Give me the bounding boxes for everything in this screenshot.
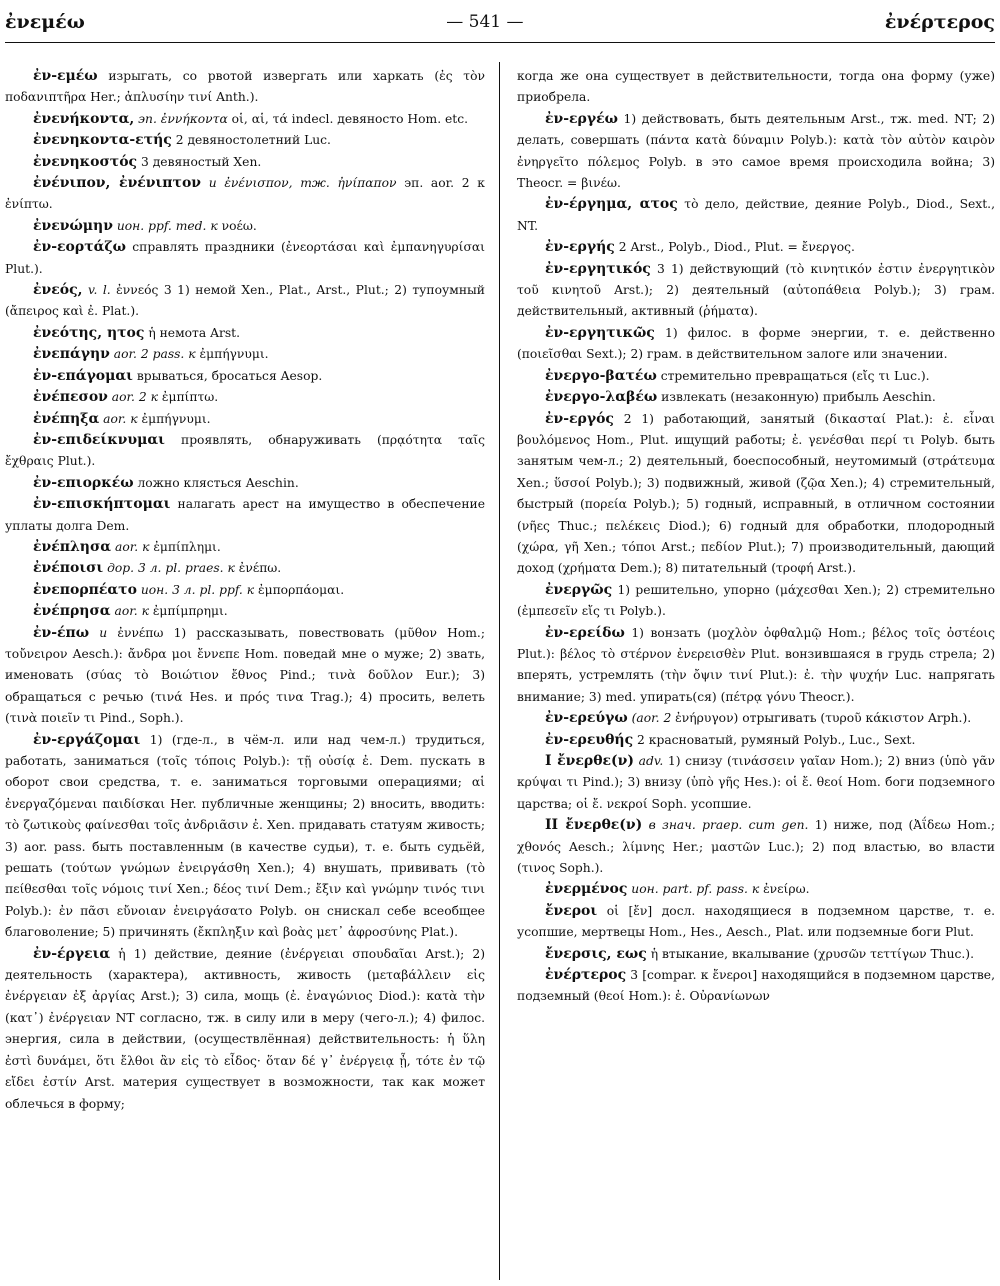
entry-grammar: и ἐνένισπον, тж. ἠνίπαπον — [201, 176, 397, 191]
entry-definition: ἡ немота Arst. — [144, 325, 240, 340]
entry-definition: ἐμπήγνυμι. — [137, 411, 211, 426]
entry-headword: ἐνενηκοντα-ετής — [33, 132, 172, 149]
entry-grammar: v. l. — [82, 283, 111, 298]
dictionary-entry — [5, 494, 485, 537]
dictionary-entry — [5, 130, 485, 151]
entry-grammar: aor. 2 pass. к — [109, 347, 196, 362]
entry-definition: врываться, бросаться Aesop. — [132, 368, 323, 383]
entry-grammar: и — [89, 625, 108, 640]
entry-headword: ἐνέπρησα — [33, 603, 111, 620]
entry-definition: 2 1) работающий, занятый (δικασταί Plat.): ἐ. εἶναι βουλόμενος Hom., Plut. ищущий работы; ἐ. γενέσθαι περί τι Polyb. быть занятым чем-л.; 2) деятельный, боеспособный, неутомимый (στράτευμα Xen.; ὕσσοί Polyb.); 3) подвижный, живой (ζῷα Xen.); 4) стремительный, быстрый (πορεία Polyb.); 5) годный, исправный, в отличном состоянии (νῆες Thuc.; πελέκεις Diod.); 6) годный для обработки, плодородный (χώρα, γῆ Xen.; τόποι Arst.; πεδίον Plut.); 7) производительный, дающий доход (χρήματα Dem.); 8) питательный (τροφή Arst.). — [517, 411, 995, 576]
dictionary-entry — [517, 409, 995, 580]
entry-headword: ἔνερσις, εως — [545, 945, 647, 962]
entry-definition: 3 1) действующий (τὸ κινητικόν ἐστιν ἐνεργητικὸν τοῦ κινητοῦ Arst.); 2) деятельный (αὐτοπάθεια Polyb.); 3) грам. действительный, активный (ῥήματα). — [517, 261, 995, 319]
dictionary-entry — [5, 152, 485, 173]
entry-definition: 1) действовать, быть деятельным Arst., тж. med. NT; 2) делать, совершать (πάντα κατὰ δύναμιν Polyb.): κατὰ τὸν αὐτὸν καιρὸν ἐνηργεῖτο πόλεμος Polyb. в это самое время происходила война; 3) Theocr. = βινέω. — [517, 111, 995, 191]
dictionary-entry — [517, 259, 995, 323]
entry-headword: ἐνεός, — [33, 282, 83, 299]
entry-headword: ἐνεότης, ητος — [33, 324, 145, 341]
dictionary-entry — [517, 901, 995, 944]
entry-headword: ἐν-έργεια — [33, 945, 111, 962]
entry-definition: 2 красноватый, румяный Polyb., Luc., Sext. — [633, 732, 916, 747]
entry-definition: 3 [compar. к ἔνεροι] находящийся в подземном царстве, подземный (θεοί Hom.): ἐ. Οὐρανίωνων — [517, 968, 995, 1004]
entry-headword: ἐν-ερεύγω — [545, 710, 628, 727]
entry-headword: ἐνενηκοστός — [33, 153, 138, 170]
dictionary-entry — [517, 708, 995, 729]
entry-definition: извлекать (незаконную) прибыль Aeschin. — [657, 390, 936, 405]
dictionary-entry — [5, 409, 485, 430]
entry-headword: ἐνεργῶς — [545, 581, 613, 598]
dictionary-entry — [5, 537, 485, 558]
entry-definition: ἐννέπω 1) рассказывать, повествовать (μῦθον Hom.; τοὔνειρον Aesch.): ἄνδρα μοι ἔννεπε Hom. поведай мне о муже; 2) звать, именовать (σύας τὸ Βοιώτιον ἔθνος Pind.; τινὰ δοῦλον Eur.); 3) обращаться с речью (τινά Hes. и πρός τινα Trag.); 4) просить, велеть (τινὰ ποιεῖν τι Pind., Soph.). — [5, 625, 485, 726]
entry-definition: справлять праздники (ἐνεορτάσαι καὶ ἐμπανηγυρίσαι Plut.). — [5, 240, 485, 276]
entry-headword: ἐνεπορπέατο — [33, 581, 137, 598]
dictionary-entry — [5, 580, 485, 601]
entry-headword: ἐνενήκοντα, — [33, 110, 135, 127]
dictionary-entry — [517, 194, 995, 237]
dictionary-entry — [5, 323, 485, 344]
dictionary-entry — [5, 944, 485, 1115]
entry-grammar: aor. 2 к — [107, 390, 158, 405]
dictionary-entry — [5, 558, 485, 579]
entry-definition: ἐννεός 3 1) немой Xen., Plat., Arst., Plut.; 2) тупоумный (ἄπειρος καὶ ἐ. Plat.). — [5, 283, 485, 319]
entry-headword: ἐνέπεσον — [33, 389, 108, 406]
entry-headword: ἐν-εργής — [545, 239, 615, 256]
dictionary-entry — [517, 815, 995, 879]
entry-definition: ἡ втыкание, вкалывание (χρυσῶν τεττίγων Thuc.). — [646, 946, 975, 961]
entry-headword: ἐνέρτερος — [545, 967, 627, 984]
dictionary-entry — [517, 66, 995, 109]
entry-definition: 1) вонзать (μοχλὸν ὀφθαλμῷ Hom.; βέλος τοῖς ὀστέοις Plut.): βέλος τὸ στέρνον ἐνερεισθὲν Plut. вонзившаяся в грудь стрела; 2) вперять, устремлять (τὴν ὄψιν τινί Plut.): ἐ. τὴν ψυχήν Luc. напрягать внимание; 3) med. упирать(ся) (πέτρᾳ γόνυ Theocr.). — [517, 625, 995, 704]
dictionary-entry — [517, 944, 995, 965]
entry-grammar: ион. part. pf. pass. к — [627, 882, 760, 897]
entry-headword: ἐν-εργάζομαι — [33, 731, 141, 748]
entry-definition: 1) (где-л., в чём-л. или над чем-л.) трудиться, работать, заниматься (τοῖς τόποις Polyb.): τῇ οὐσίᾳ ἐ. Dem. пускать в оборот свои средства, т. е. заниматься торговыми операциями; αἱ ἐνεργαζόμεναι παιδίσκαι Her. публичные женщины; 2) вносить, вводить: τὸ ζωτικοὺς φαίνεσθαι τοῖς ἀνδριᾶσιν ἐ. Xen. придавать статуям живость; 3) aor. pass. быть поставленным (в качестве судьи), т. е. быть судьёй, решать (τούτων γνώμων ἐνειργάσθη Xen.); 4) внушать, прививать (τὸ πείθεσθαι τοῖς νόμοις τινί Xen.; δέος τινί Dem.; ἔξιν καὶ γνώμην τινός τινι Polyb.): ἐν πᾶσι εὔνοιαν ἐνειργάσατο Polyb. он снискал себе всеобщее благоволение; 5) причинять (ἔκπληξιν καὶ βοὰς μετ᾽ ἀφροσύνης Plat.). — [5, 732, 485, 940]
entry-definition: 1) решительно, упорно (μάχεσθαι Xen.); 2) стремительно (ἐμπεσεῖν εἴς τι Polyb.). — [517, 582, 995, 619]
dictionary-entry — [5, 173, 485, 216]
entry-definition: οἱ, αἱ, τά indecl. девяносто Hom. etc. — [227, 111, 469, 126]
entry-definition: ἐνέπω. — [234, 561, 282, 576]
dictionary-entry — [5, 601, 485, 622]
entry-headword: ἐνεπάγην — [33, 346, 110, 363]
entry-definition: τὸ дело, действие, деяние Polyb., Diod., Sext., NT. — [517, 197, 995, 233]
dictionary-entry — [5, 623, 485, 730]
entry-definition: οἱ [ἔν] досл. находящиеся в подземном царстве, т. е. усопшие, мертвецы Hom., Hes., Aesch., Plat. или подземные боги Plut. — [517, 903, 995, 940]
entry-definition: налагать арест на имущество в обеспечение уплаты долга Dem. — [5, 497, 485, 533]
page-number: — 541 — — [446, 12, 524, 32]
dictionary-entry — [517, 580, 995, 623]
entry-headword: ἐν-έπω — [33, 624, 90, 641]
entry-grammar: aor. к — [99, 411, 138, 426]
dictionary-entry — [517, 623, 995, 709]
dictionary-entry — [5, 109, 485, 130]
page-header — [5, 6, 995, 38]
entry-definition: ἐμπίπλημι. — [149, 539, 221, 554]
dictionary-entry — [517, 237, 995, 258]
entry-definition: 2 девяностолетний Luc. — [171, 133, 331, 148]
entry-grammar: эп. ἐννήκοντα — [134, 111, 228, 126]
dictionary-entry — [5, 66, 485, 109]
dictionary-entry — [5, 344, 485, 365]
dictionary-entry — [517, 323, 995, 366]
entry-headword: ἐν-επάγομαι — [33, 367, 133, 384]
dictionary-entry — [517, 366, 995, 387]
entry-headword: ἐν-επιορκέω — [33, 474, 134, 491]
dictionary-entry — [517, 879, 995, 900]
entry-headword: ἐν-έργημα, ατος — [545, 196, 678, 213]
dictionary-entry — [5, 237, 485, 280]
entry-definition: ложно клясться Aeschin. — [133, 475, 299, 490]
entry-definition: изрыгать, со рвотой извергать или харкать (ἐς τὸν ποδανιπτῆρα Her.; ἀπλυσίην τινί Anth.). — [5, 69, 485, 105]
entry-headword: ἐνέποισι — [33, 560, 104, 577]
dictionary-entry — [5, 430, 485, 473]
entry-headword: ἐνέπλησα — [33, 538, 112, 555]
dictionary-entry — [5, 730, 485, 944]
entry-definition: когда же она существует в действительности, тогда она форму (уже) приобрела. — [517, 69, 995, 105]
entry-definition: 1) ниже, под (Ἀΐδεω Hom.; χθονός Aesch.; λίμνης Her.; μαστῶν Luc.); 2) под властью, во власти (τινος Soph.). — [517, 818, 995, 876]
entry-definition: 3 девяностый Xen. — [137, 154, 262, 169]
entry-headword: ἐν-εμέω — [33, 68, 98, 84]
entry-definition: эп. aor. 2 к ἐνίπτω. — [5, 176, 485, 212]
header-right-word: ἐνέρτερος — [884, 11, 995, 33]
dictionary-entry — [5, 280, 485, 323]
entry-grammar: ион. 3 л. pl. ppf. к — [136, 582, 255, 597]
entry-headword: ἐνέπηξα — [33, 410, 100, 427]
dictionary-entry — [517, 730, 995, 751]
entry-grammar: adv. — [634, 754, 664, 768]
header-left-word: ἐνεμέω — [5, 11, 85, 33]
entry-grammar: aor. к — [111, 539, 150, 554]
header-rule — [5, 42, 995, 43]
entry-grammar: дор. 3 л. pl. praes. к — [103, 561, 235, 576]
entry-headword: ἔνεροι — [545, 902, 598, 919]
entry-headword: II ἔνερθε(ν) — [545, 817, 643, 834]
entry-grammar: ион. ppf. med. к — [112, 218, 218, 233]
entry-grammar: в знач. praep. cum gen. — [642, 818, 809, 833]
dictionary-entry — [517, 109, 995, 195]
entry-headword: I ἔνερθε(ν) — [545, 753, 635, 769]
dictionary-entry — [5, 387, 485, 408]
entry-headword: ἐν-εργός — [545, 410, 614, 427]
dictionary-entry — [517, 965, 995, 1008]
entry-headword: ἐνενώμην — [33, 217, 113, 234]
entry-headword: ἐνεργο-λαβέω — [545, 389, 658, 406]
entry-grammar: aor. к — [110, 604, 149, 619]
entry-definition: 1) филос. в форме энергии, т. е. действенно (ποιεῖσθαι Sext.); 2) грам. в действительном залоге или значении. — [517, 325, 995, 362]
dictionary-entry — [5, 366, 485, 387]
entry-grammar: (aor. 2 — [627, 711, 672, 726]
entry-headword: ἐν-επιδείκνυμαι — [33, 431, 165, 448]
entry-headword: ἐν-ερείδω — [545, 624, 625, 641]
entry-headword: ἐνένιπον, ἐνένιπτον — [33, 175, 202, 192]
entry-headword: ἐν-ερευθής — [545, 731, 634, 748]
dictionary-entry — [517, 387, 995, 408]
entry-definition: ἐμπορπάομαι. — [254, 582, 345, 597]
entry-definition: ἐμπήγνυμι. — [195, 347, 269, 362]
entry-headword: ἐν-επισκήπτομαι — [33, 496, 171, 513]
entry-definition: ἐμπίμπρημι. — [148, 604, 228, 619]
entry-definition: 1) снизу (τινάσσειν γαῖαν Hom.); 2) вниз (ὑπὸ γᾶν κρύψαι τι Pind.); 3) внизу (ὑπὸ γῆς Hes.): οἱ ἔ. θεοί Hom. боги подземного царства; οἱ ἔ. νεκροί Soph. усопшие. — [517, 754, 995, 811]
entry-definition: νοέω. — [217, 218, 257, 233]
entry-headword: ἐνεργο-βατέω — [545, 367, 657, 384]
entry-headword: ἐνερμένος — [545, 881, 628, 898]
entry-headword: ἐν-εορτάζω — [33, 239, 127, 256]
entry-definition: ἐνείρω. — [759, 882, 810, 897]
left-column — [5, 66, 485, 1280]
entry-definition: проявлять, обнаруживать (πρᾳότητα ταῖς ἔχθραις Plut.). — [5, 432, 485, 469]
entry-definition: ἐμπίπτω. — [157, 390, 219, 405]
entry-definition: стремительно превращаться (εἴς τι Luc.). — [656, 368, 930, 383]
column-divider — [499, 62, 500, 1280]
entry-definition: ἐνήρυγον) отрыгивать (τυροῦ κάκιστον Arph.). — [671, 711, 972, 726]
entry-definition: ἡ 1) действие, деяние (ἐνέργειαι σπουδαῖαι Arst.); 2) деятельность (характера), активность, живость (μεταβάλλειν εἰς ἐνέργειαν ἐξ ἀργίας Arst.); 3) сила, мощь (ἐ. ἐναγώνιος Diod.): κατὰ τὴν (κατ᾽) ἐνέργειαν NT согласно, тж. в силу или в меру (чего-л.); 4) филос. энергия, сила в действии, (осуществлённая) действительность: ἡ ὕλη ἐστὶ δυνάμει, ὅτι ἔλθοι ἂν εἰς τὸ εἶδος· ὅταν δέ γ᾽ ἐνέργειᾳ ᾖ, τότε ἐν τῷ εἴδει ἐστίν Arst. материя существует в возможности, так как может облечься в форму; — [5, 946, 485, 1111]
entry-headword: ἐν-εργητικός — [545, 260, 651, 277]
dictionary-entry — [5, 216, 485, 237]
entry-definition: 2 Arst., Polyb., Diod., Plut. = ἔνεργος. — [614, 240, 855, 255]
dictionary-entry — [517, 751, 995, 815]
entry-headword: ἐν-εργέω — [545, 110, 618, 127]
dictionary-entry — [5, 473, 485, 494]
entry-headword: ἐν-εργητικῶς — [545, 324, 655, 341]
right-column — [517, 66, 995, 1280]
